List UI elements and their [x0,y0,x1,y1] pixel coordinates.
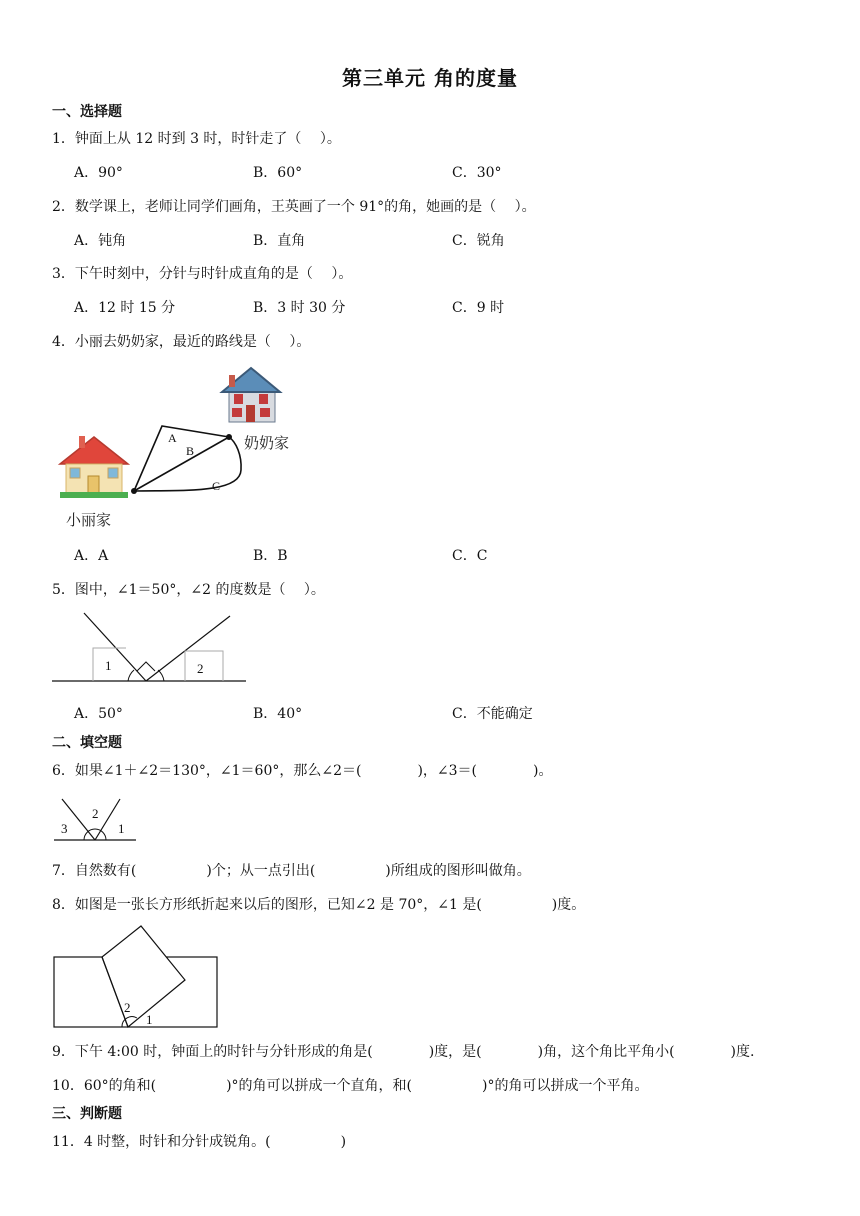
question-7-text: 7．自然数有( )个；从一点引出( )所组成的图形叫做角。 [52,863,531,879]
question-11-text: 11．4 时整，时针和分针成锐角。( ) [52,1134,347,1150]
question-4-option-a[interactable]: A．A [74,548,109,564]
q8-angle-2-label: 2 [124,1000,131,1015]
question-2-text: 2．数学课上，老师让同学们画角，王英画了一个 91°的角，她画的是（ ）。 [52,199,536,215]
grandma-house-icon [222,368,280,422]
question-1-option-b[interactable]: B．60° [253,165,303,181]
question-3-option-c[interactable]: C．9 时 [452,300,505,316]
question-2-option-c[interactable]: C．锐角 [452,233,505,249]
q5-angle-2-label: 2 [197,661,204,676]
q6-angle-1-label: 1 [118,821,125,836]
section-heading-true-false: 三、判断题 [52,1106,122,1122]
question-3-text: 3．下午时刻中，分针与时针成直角的是（ ）。 [52,266,353,282]
grandma-home-label: 奶奶家 [244,434,290,452]
q5-angle-1-label: 1 [105,658,112,673]
question-1-option-a[interactable]: A．90° [74,165,123,181]
question-1-option-c[interactable]: C．30° [452,165,502,181]
question-5-option-b[interactable]: B．40° [253,706,303,722]
page-title: 第三单元 角的度量 [342,66,518,90]
question-4-text: 4．小丽去奶奶家，最近的路线是（ ）。 [52,334,311,350]
question-8-text: 8．如图是一张长方形纸折起来以后的图形，已知∠2 是 70°，∠1 是( )度。 [52,897,586,913]
q6-angle-2-label: 2 [92,806,99,821]
question-9-text: 9．下午 4:00 时，钟面上的时针与分针形成的角是( )度，是( )角，这个角比平角小( )度. [52,1044,755,1060]
question-2-option-a[interactable]: A．钝角 [74,233,127,249]
question-3-option-a[interactable]: A．12 时 15 分 [74,300,176,316]
route-c-label: C [212,479,221,493]
question-5-option-a[interactable]: A．50° [74,706,123,722]
angle-diagram-q6 [54,799,136,840]
xiaoli-house-icon [60,436,128,498]
question-10-text: 10．60°的角和( )°的角可以拼成一个直角，和( )°的角可以拼成一个平角。 [52,1078,649,1094]
folded-paper-diagram-q8 [54,926,217,1027]
question-6-text: 6．如果∠1＋∠2＝130°，∠1＝60°，那么∠2＝( )，∠3＝( )。 [52,763,553,779]
q8-angle-1-label: 1 [146,1012,153,1027]
section-heading-choice: 一、选择题 [52,104,122,120]
question-2-option-b[interactable]: B．直角 [253,233,306,249]
route-b-label: B [186,444,195,458]
route-a-label: A [168,431,177,445]
q6-angle-3-label: 3 [61,821,68,836]
question-1-text: 1．钟面上从 12 时到 3 时，时针走了（ ）。 [52,131,341,147]
question-3-option-b[interactable]: B．3 时 30 分 [253,300,346,316]
question-4-option-c[interactable]: C．C [452,548,488,564]
xiaoli-home-label: 小丽家 [66,511,112,529]
question-5-text: 5．图中，∠1＝50°，∠2 的度数是（ ）。 [52,582,325,598]
question-5-option-c[interactable]: C．不能确定 [452,706,533,722]
end-point [226,434,232,440]
question-4-option-b[interactable]: B．B [253,548,288,564]
angle-diagram-q5 [52,613,246,681]
section-heading-fill-in: 二、填空题 [52,735,122,751]
start-point [131,488,137,494]
